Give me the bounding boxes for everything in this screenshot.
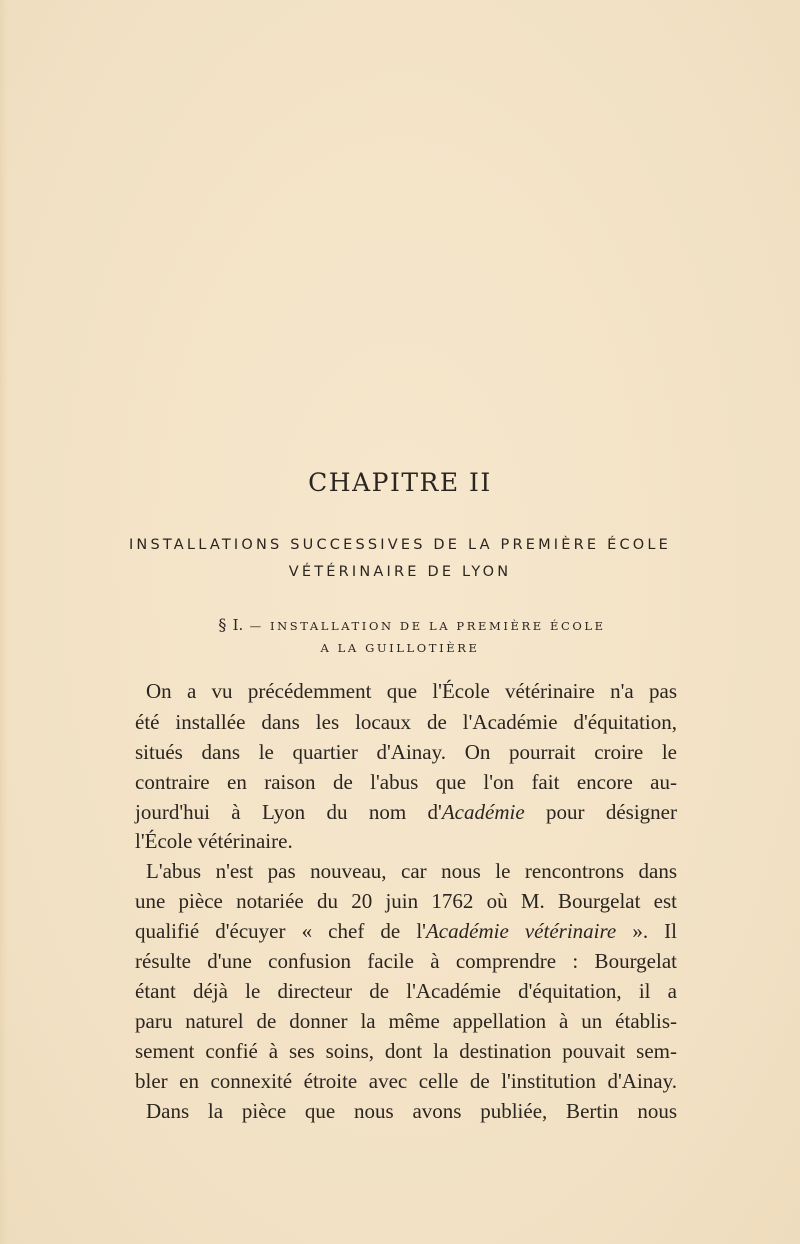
body-line-5-text-b: pour désigner	[524, 800, 677, 824]
body-line-11: étant déjà le directeur de l'Académie d'équitation, il a	[135, 979, 677, 1003]
section-number: I.	[232, 616, 244, 634]
body-line-1: On a vu précédemment que l'École vétérinaire n'a pas	[146, 679, 677, 703]
body-line-5	[135, 798, 677, 826]
body-line-13: sement confié à ses soins, dont la destination pouvait sem-	[135, 1039, 677, 1063]
body-line-9-text-b: ». Il	[616, 919, 677, 943]
body-line-6: l'École vétérinaire.	[135, 829, 293, 853]
body-line-9-italic: Académie vétérinaire	[425, 919, 617, 943]
body-line-4: contraire en raison de l'abus que l'on fait encore au-	[135, 770, 677, 794]
section-heading-line-2: A LA GUILLOTIÈRE	[320, 641, 480, 655]
body-line-7: L'abus n'est pas nouveau, car nous le rencontrons dans	[146, 859, 677, 883]
section-mark: §	[218, 615, 227, 634]
body-line-15: Dans la pièce que nous avons publiée, Bertin nous	[146, 1099, 677, 1123]
body-line-5-text-a: jourd'hui à Lyon du nom d'	[135, 800, 442, 824]
body-line-8: une pièce notariée du 20 juin 1762 où M. Bourgelat est	[135, 889, 677, 913]
chapter-subtitle-line-2: VÉTÉRINAIRE DE LYON	[288, 564, 512, 580]
body-line-5-italic: Académie	[441, 800, 525, 824]
body-line-9-text-a: qualifié d'écuyer « chef de l'	[135, 919, 426, 943]
chapter-title: CHAPITRE II	[308, 468, 492, 497]
body-line-10: résulte d'une confusion facile à comprendre : Bourgelat	[135, 949, 677, 973]
section-heading-line-1	[12, 616, 800, 635]
section-heading-text: INSTALLATION DE LA PREMIÈRE ÉCOLE	[269, 619, 606, 633]
body-line-14: bler en connexité étroite avec celle de l'institution d'Ainay.	[135, 1069, 677, 1093]
body-line-2: été installée dans les locaux de l'Académie d'équitation,	[135, 710, 677, 734]
body-line-3: situés dans le quartier d'Ainay. On pourrait croire le	[135, 740, 677, 764]
body-line-12: paru naturel de donner la même appellation à un établis-	[135, 1009, 677, 1033]
chapter-subtitle-line-1: INSTALLATIONS SUCCESSIVES DE LA PREMIÈRE ÉCOLE	[128, 537, 672, 553]
section-dash: —	[249, 619, 264, 633]
page-edge-shadow	[0, 0, 8, 1244]
body-line-9	[135, 917, 677, 945]
